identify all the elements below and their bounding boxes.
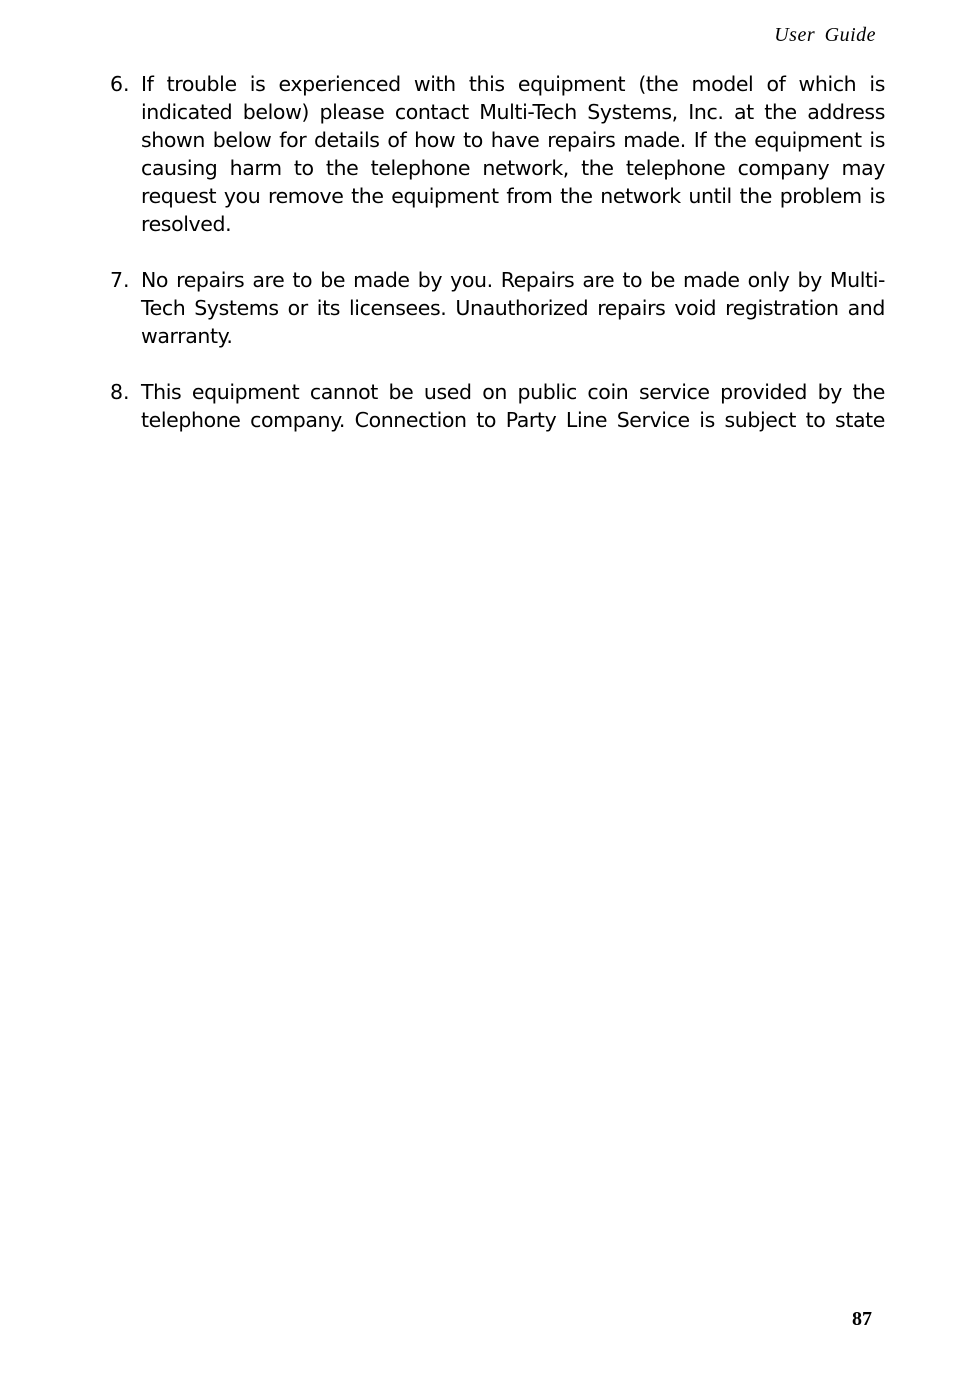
list-item-number: 6. [110,72,130,96]
page-number: 87 [852,1308,872,1330]
list-item [110,266,885,350]
list-item-text: If trouble is experienced with this equipment (the model of which is indicated below) please contact Multi-Tech Systems, Inc. at the address shown below for details of how to have repairs made. If the equipment is causing harm to the telephone network, the telephone company may request you remove the equipment from the network until the problem is resolved. [141,72,885,236]
list-item-text: No repairs are to be made by you. Repairs are to be made only by Multi-Tech Systems or its licensees. Unauthorized repairs void registration and warranty. [141,268,885,348]
list-item-text: This equipment cannot be used on public coin service provided by the telephone company. Connection to Party Line Service is subject to state [141,380,885,432]
list-item-number: 8. [110,380,130,404]
list-item [110,70,885,238]
list-item [110,378,885,434]
list-item-number: 7. [110,268,130,292]
running-header: User Guide [774,24,876,46]
numbered-list [110,70,885,462]
